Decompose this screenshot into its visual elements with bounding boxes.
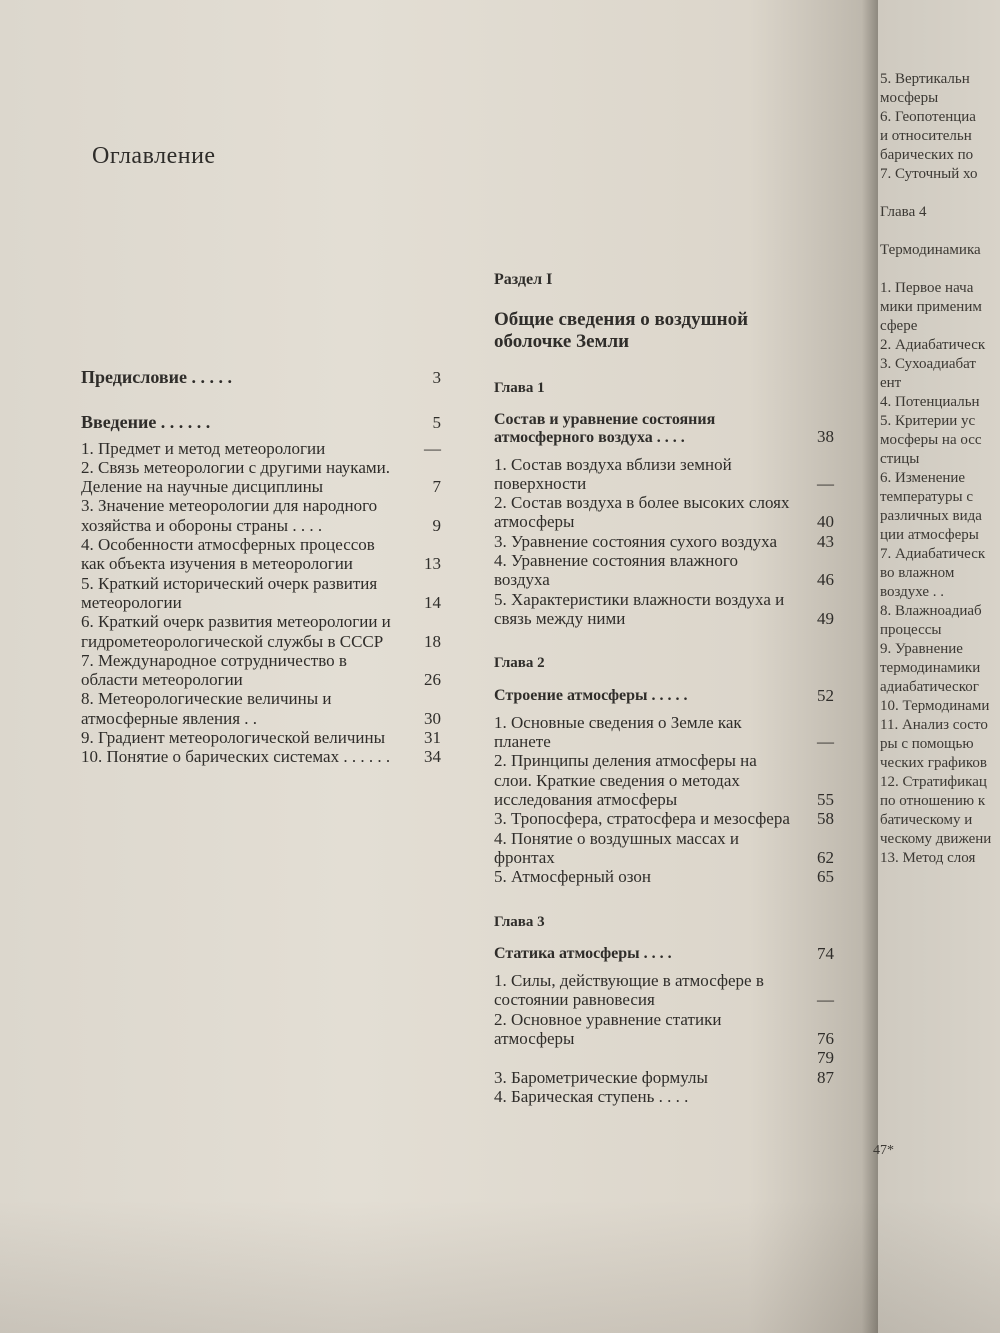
toc-entry-text: 2. Связь метеорологии с другими науками. Деление на научные дисциплины <box>81 457 390 497</box>
toc-row <box>81 368 441 387</box>
toc-entry-page: 58 <box>817 809 834 829</box>
toc-row <box>494 867 834 886</box>
toc-row <box>494 809 834 828</box>
toc-entry-page: — <box>817 473 834 493</box>
toc-entry-page: 18 <box>424 631 441 651</box>
toc-entry-text: 1. Состав воздуха вблизи земной поверхности <box>494 454 732 493</box>
chapter-page: 38 <box>817 427 834 447</box>
toc-entry-text: Предисловие . . . . . <box>81 367 232 387</box>
toc-row <box>81 496 441 535</box>
section-label: Раздел I <box>494 271 553 288</box>
toc-entry-text: 4. Понятие о воздушных массах и фронтах <box>494 828 739 867</box>
toc-entry-text: 2. Основное уравнение статики атмосферы <box>494 1009 722 1049</box>
chapter-page: 74 <box>817 943 834 963</box>
toc-entry-page: 30 <box>424 708 441 728</box>
right-page-partial-text: 5. Вертикальн мосферы 6. Геопотенциа и относительн барических по 7. Суточный хо Глава 4 Термодинамика 1. Первое нача мики применим сфере 2. Адиабатическ 3. Сухоадиабат ент 4. Потенциальн 5. Критерии ус мосферы на осс стицы 6. Изменение температуры с различных вида ции атмосферы 7. Адиабатическ во влажном воздухе . . 8. Влажноадиаб процессы 9. Уравнение термодинамики адиабатическог 10. Термодинами 11. Анализ состо ры с помощью ческих графиков 12. Стратификац по отношению к батическому и ческому движени 13. Метод слоя <box>880 71 992 866</box>
toc-entry-text: 1. Силы, действующие в атмосфере в состоянии равновесия <box>494 971 764 1010</box>
toc-row <box>81 413 441 432</box>
toc-entry-page: 79 <box>817 1048 834 1068</box>
toc-entry-text: 3. Тропосфера, стратосфера и мезосфера <box>494 809 790 829</box>
toc-entry-page: 87 <box>817 1067 834 1087</box>
chapter-page: 52 <box>817 685 834 705</box>
toc-entry-page: 49 <box>817 608 834 628</box>
chapter-title-row <box>494 411 834 447</box>
toc-row <box>81 728 441 747</box>
toc-row <box>81 689 441 728</box>
toc-entry-text: 2. Состав воздуха в более высоких слоях атмосферы <box>494 493 790 532</box>
toc-row <box>81 612 441 651</box>
chapter-title: Статика атмосферы . . . . <box>494 945 672 963</box>
toc-row <box>81 651 441 690</box>
toc-entry-text: 3. Барометрические формулы <box>494 1067 708 1087</box>
toc-entry-text: 6. Краткий очерк развития метеорологии и гидрометеорологической службы в СССР <box>81 612 391 651</box>
toc-row <box>494 1087 834 1106</box>
toc-left-column <box>81 368 441 767</box>
toc-entry-page: 3 <box>432 368 441 387</box>
chapters-list <box>494 379 834 1106</box>
toc-row <box>494 493 834 532</box>
toc-entry-text: 2. Принципы деления атмосферы на слои. Краткие сведения о методах исследования атмосферы <box>494 751 757 810</box>
toc-entry-text: 5. Атмосферный озон <box>494 867 651 887</box>
toc-entry-text: 4. Особенности атмосферных процессов как объекта изучения в метеорологии <box>81 535 375 574</box>
section-title: Общие сведения о воздушной оболочке Земли <box>494 309 749 353</box>
toc-row <box>494 751 834 809</box>
page-mark: 47* <box>873 1143 894 1158</box>
toc-row <box>494 1068 834 1087</box>
toc-entry-text: 1. Основные сведения о Земле как планете <box>494 712 742 752</box>
toc-entry-text: 10. Понятие о барических системах . . . . . . <box>81 747 391 767</box>
toc-entry-text: 4. Барическая ступень . . . . <box>494 1086 689 1106</box>
toc-entry-text: 5. Краткий исторический очерк развития метеорологии <box>81 573 378 612</box>
chapter-title-row <box>494 944 834 963</box>
toc-row <box>494 829 834 868</box>
toc-entry-text: 4. Уравнение состояния влажного воздуха <box>494 551 738 590</box>
toc-entry-text: 9. Градиент метеорологической величины <box>81 728 386 748</box>
toc-middle-column <box>494 270 834 1106</box>
chapter-label: Глава 2 <box>494 655 545 672</box>
toc-row <box>81 458 441 497</box>
toc-entry-page: 7 <box>432 477 441 497</box>
toc-entry-text: 8. Метеорологические величины и атмосферные явления . . <box>81 689 332 728</box>
toc-row <box>494 455 834 494</box>
toc-entry-page: 46 <box>817 570 834 590</box>
bottom-shadow <box>0 1200 1000 1333</box>
toc-entry-page: 5 <box>432 413 441 433</box>
chapter-title: Строение атмосферы . . . . . <box>494 686 688 704</box>
toc-row <box>81 535 441 574</box>
toc-entry-page: 55 <box>817 790 834 810</box>
toc-row <box>81 439 441 458</box>
toc-row <box>81 747 441 766</box>
toc-row <box>494 590 834 629</box>
chapter-title: Состав и уравнение состояния атмосферного воздуха . . . . <box>494 410 716 446</box>
toc-entry-text: 7. Международное сотрудничество в области метеорологии <box>81 650 347 690</box>
toc-row <box>494 713 834 752</box>
toc-entry-page: 34 <box>424 747 441 767</box>
toc-entry-page: 13 <box>424 554 441 574</box>
chapter-label: Глава 3 <box>494 913 545 930</box>
toc-entry-page: 14 <box>424 592 441 612</box>
toc-entry-page: — <box>817 990 834 1010</box>
toc-entry-text: 1. Предмет и метод метеорологии <box>81 438 326 458</box>
toc-entry-page: 76 <box>817 1029 834 1049</box>
chapter-label: Глава 1 <box>494 380 545 397</box>
toc-row <box>494 1048 834 1067</box>
toc-entry-page: 62 <box>817 847 834 867</box>
toc-entry-page: 43 <box>817 531 834 551</box>
toc-entry-page: — <box>817 732 834 752</box>
toc-entry-text: Введение . . . . . . <box>81 412 211 433</box>
toc-entry-text: 5. Характеристики влажности воздуха и связь между ними <box>494 589 785 628</box>
toc-entry-text: 3. Уравнение состояния сухого воздуха <box>494 531 777 551</box>
chapter-title-row <box>494 686 834 705</box>
toc-entry-page: 26 <box>424 670 441 690</box>
toc-heading: Оглавление <box>92 143 216 169</box>
toc-row <box>494 532 834 551</box>
toc-entry-page: 31 <box>424 728 441 748</box>
toc-entry-page: 9 <box>432 515 441 535</box>
toc-row <box>494 971 834 1010</box>
toc-row <box>494 1010 834 1049</box>
toc-row <box>494 551 834 590</box>
toc-entry-text: 3. Значение метеорологии для народного хозяйства и обороны страны . . . . <box>81 496 378 535</box>
toc-row <box>81 574 441 613</box>
toc-entry-page: 40 <box>817 512 834 532</box>
toc-entry-page: — <box>424 438 441 458</box>
toc-entry-page: 65 <box>817 867 834 887</box>
